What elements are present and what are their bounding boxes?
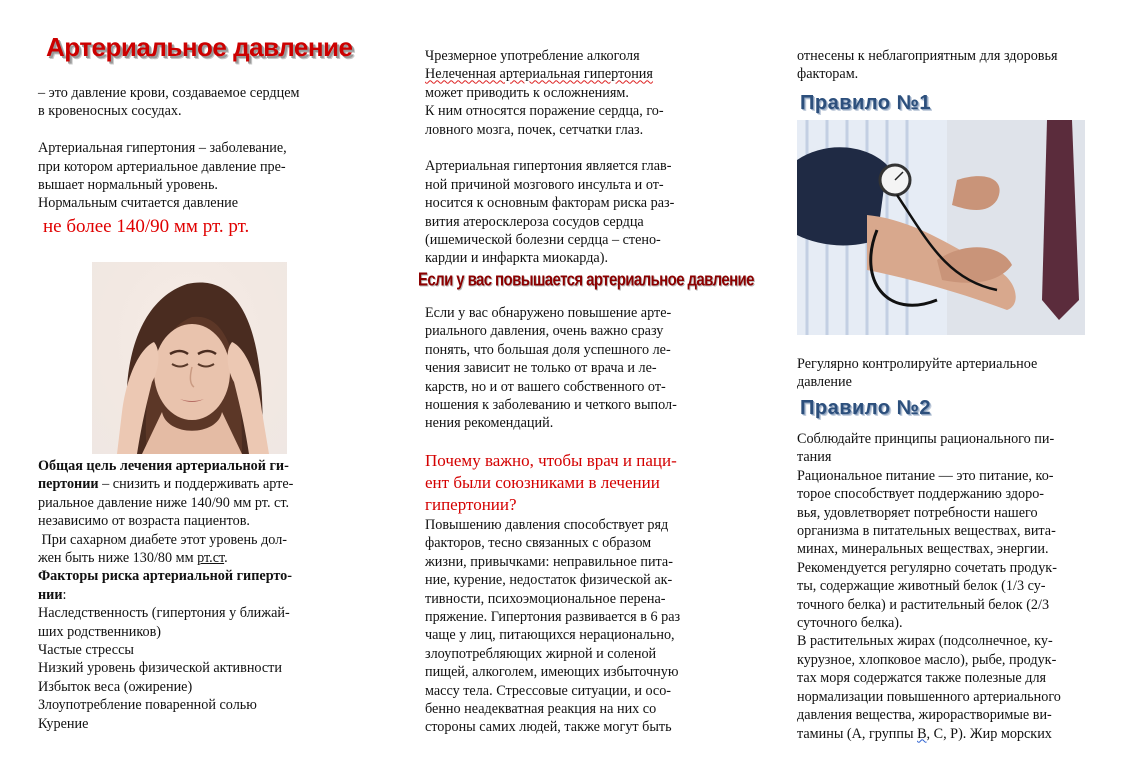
text-line: вья, удовлетворяет потребности нашего bbox=[797, 504, 1038, 521]
text-line: независимо от возраста пациентов. bbox=[38, 513, 250, 530]
text-line: ловного мозга, почек, сетчатки глаз. bbox=[425, 121, 644, 138]
text-line: Если у вас обнаружено повышение арте- bbox=[425, 305, 672, 321]
column-2-question bbox=[425, 450, 720, 516]
untreated-line: Нелеченная артериальная гипертония bbox=[425, 66, 653, 83]
column-3 bbox=[797, 47, 1097, 84]
risk-heading-1: Факторы риска артериальной гиперто- bbox=[38, 568, 292, 585]
question-heading: гипертонии? bbox=[425, 495, 517, 514]
question-heading: ент были союзниками в лечении bbox=[425, 473, 660, 492]
column-2 bbox=[425, 47, 720, 268]
text-line: – это давление крови, создаваемое сердцем bbox=[38, 85, 300, 101]
text-line: факторам. bbox=[797, 66, 859, 83]
risk-item: Курение bbox=[38, 715, 89, 732]
vitamin-b: В bbox=[917, 725, 927, 742]
text-line: злоупотребляющих жирной и соленой bbox=[425, 645, 657, 662]
rule-2-title: Правило №2 bbox=[800, 397, 931, 419]
vitamins-rest: , С, Р). Жир морских bbox=[926, 725, 1052, 742]
subtitle-if-pressure-rises: Если у вас повышается артериальное давление bbox=[418, 269, 754, 291]
diabetes-period: . bbox=[224, 550, 228, 567]
text-line: при котором артериальное давление пре- bbox=[38, 158, 286, 175]
text-line: массу тела. Стрессовые ситуации, и осо- bbox=[425, 682, 672, 699]
risk-item: Частые стрессы bbox=[38, 642, 134, 659]
text-line: в кровеносных сосудах. bbox=[38, 103, 182, 120]
text-line: Повышению давления способствует ряд bbox=[425, 517, 669, 533]
text-line: (ишемической болезни сердца – стено- bbox=[425, 232, 661, 249]
risk-colon: : bbox=[62, 586, 67, 603]
diabetes-text: жен быть ниже 130/80 мм bbox=[38, 550, 198, 567]
question-heading: Почему важно, чтобы врач и паци- bbox=[425, 451, 677, 470]
text-line: курузное, хлопковое масло), рыбе, продук- bbox=[797, 651, 1057, 668]
text-line: Регулярно контролируйте артериальное bbox=[797, 356, 1038, 372]
text-line: факторов, тесно связанных с образом bbox=[425, 535, 652, 552]
rule-1-text bbox=[797, 355, 1097, 392]
risk-item: Злоупотребление поваренной солью bbox=[38, 697, 257, 714]
risk-heading-2: нии bbox=[38, 586, 63, 603]
text-line: носится к основным факторам риска раз- bbox=[425, 195, 675, 212]
diabetes-unit: рт.ст bbox=[197, 550, 225, 567]
blood-pressure-measurement-photo bbox=[797, 120, 1085, 335]
text-line: суточного белка). bbox=[797, 615, 903, 632]
text-line: В растительных жирах (подсолнечное, ку- bbox=[797, 633, 1053, 650]
diabetes-line-2 bbox=[38, 549, 338, 567]
text-line: Артериальная гипертония является глав- bbox=[425, 158, 672, 175]
goal-line bbox=[38, 475, 338, 493]
goal-paragraph bbox=[38, 457, 338, 475]
text-line: стороны самих людей, также могут быть bbox=[425, 719, 672, 736]
text-line: чения зависит не только от врача и ле- bbox=[425, 360, 657, 377]
column-2-middle bbox=[425, 304, 720, 433]
text-line: Рациональное питание — это питание, ко- bbox=[797, 467, 1054, 484]
text-line: чаще у лиц, питающихся нерационально, bbox=[425, 627, 675, 644]
text-line: отнесены к неблагоприятным для здоровья bbox=[797, 48, 1058, 64]
text-line: ношения к заболеванию и четкого выпол- bbox=[425, 397, 677, 414]
diabetes-line-1: При сахарном диабете этот уровень дол- bbox=[38, 531, 288, 548]
text-line: риального давления, очень важно сразу bbox=[425, 323, 664, 340]
text-line: давления вещества, жирорастворимые ви- bbox=[797, 707, 1052, 724]
text-line: торое способствует поддержанию здоро- bbox=[797, 486, 1045, 503]
text-line: минах, минеральных веществах, энергии. bbox=[797, 541, 1049, 558]
column-2-bottom bbox=[425, 516, 720, 737]
text-line: кардии и инфаркта миокарда). bbox=[425, 250, 608, 267]
text-line: нормализации повышенного артериального bbox=[797, 688, 1061, 705]
text-line: ние, курение, недостаток физической ак- bbox=[425, 572, 673, 589]
text-line: ной причиной мозгового инсульта и от- bbox=[425, 176, 664, 193]
woman-headache-photo bbox=[92, 262, 287, 454]
text-line: нения рекомендаций. bbox=[425, 415, 554, 432]
rule-2-text bbox=[797, 430, 1097, 743]
text-line: вития атеросклероза сосудов сердца bbox=[425, 213, 644, 230]
normal-pressure-value: не более 140/90 мм рт. рт. bbox=[43, 215, 250, 237]
risk-item: Наследственность (гипертония у ближай- bbox=[38, 605, 290, 622]
text-line: Артериальная гипертония – заболевание, bbox=[38, 140, 287, 157]
text-line: Рекомендуется регулярно сочетать продук- bbox=[797, 559, 1057, 576]
risk-heading-line bbox=[38, 586, 338, 604]
goal-bold: Общая цель лечения артериальной ги- bbox=[38, 458, 289, 474]
title-arterial-pressure: Артериальное давление bbox=[46, 32, 353, 62]
goal-rest: – снизить и поддерживать арте- bbox=[98, 476, 294, 493]
text-line: пряжение. Гипертония развивается в 6 раз bbox=[425, 609, 681, 626]
text-line: тах моря содержатся также полезные для bbox=[797, 670, 1047, 687]
risk-item: Низкий уровень физической активности bbox=[38, 660, 282, 677]
text-line: Чрезмерное употребление алкоголя bbox=[425, 48, 640, 64]
risk-item: ших родственников) bbox=[38, 623, 162, 640]
text-line: карств, но и от вашего собственного от- bbox=[425, 378, 666, 395]
text-line: жизни, привычками: неправильное пита- bbox=[425, 553, 673, 570]
text-line: точного белка) и растительный белок (2/3 bbox=[797, 596, 1050, 613]
text-line: организма в питательных веществах, вита- bbox=[797, 523, 1056, 540]
text-line: давление bbox=[797, 374, 852, 391]
text-line: тания bbox=[797, 449, 832, 466]
text-line: риальное давление ниже 140/90 мм рт. ст. bbox=[38, 494, 290, 511]
risk-heading bbox=[38, 567, 338, 585]
text-line bbox=[797, 725, 1097, 743]
rule-1-title: Правило №1 bbox=[800, 92, 931, 114]
text-line: ты, содержащие животный белок (1/3 су- bbox=[797, 578, 1046, 595]
text-line: Нормальным считается давление bbox=[38, 195, 239, 212]
text-line: может приводить к осложнениям. bbox=[425, 84, 629, 101]
text-line: понять, что большая доля успешного ле- bbox=[425, 341, 671, 358]
text-line: бенно неадекватная реакция на них со bbox=[425, 701, 657, 718]
text-line: Соблюдайте принципы рационального пи- bbox=[797, 431, 1055, 447]
text-line: тивности, психоэмоциональное перена- bbox=[425, 590, 666, 607]
goal-bold2: пертонии bbox=[38, 476, 99, 493]
column-1-lower bbox=[38, 457, 338, 733]
text-line: пищей, алкоголем, имеющих избыточную bbox=[425, 664, 679, 681]
column-1 bbox=[38, 84, 338, 241]
risk-item: Избыток веса (ожирение) bbox=[38, 678, 193, 695]
text-line: К ним относятся поражение сердца, го- bbox=[425, 103, 664, 120]
text-line bbox=[425, 65, 720, 83]
text-line: вышает нормальный уровень. bbox=[38, 177, 218, 194]
vitamins-text: тамины (А, группы bbox=[797, 725, 918, 742]
